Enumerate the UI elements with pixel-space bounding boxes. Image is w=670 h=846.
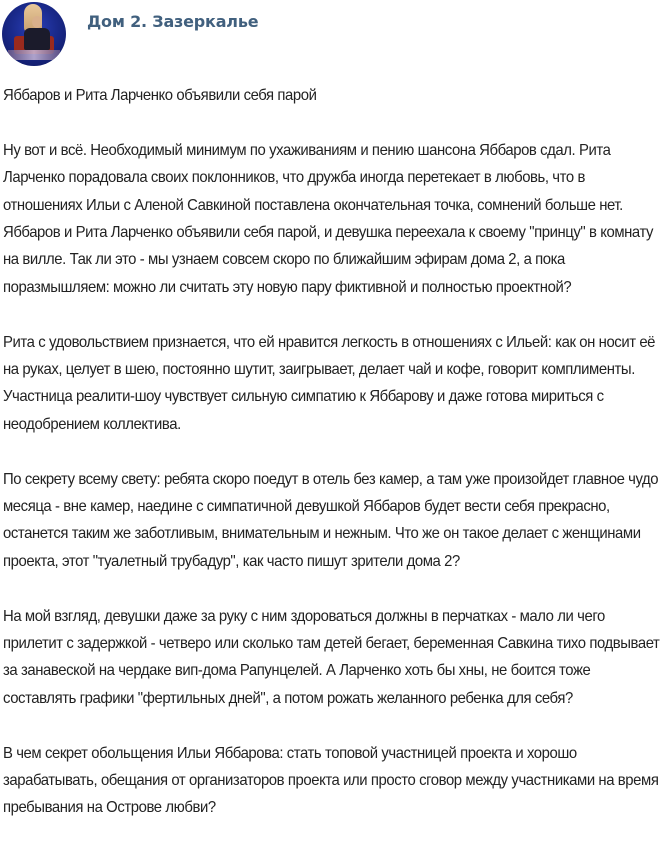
post-headline: Яббаров и Рита Ларченко объявили себя парой [3,87,317,104]
post-body [3,82,660,822]
post-paragraph: Ну вот и всё. Необходимый минимум по ухаживаниям и пению шансона Яббаров сдал. Рита Ларченко порадовала своих поклонников, что дружба иногда перетекает в любовь, что в отношениях Ильи с Аленой Савкиной поставлена окончательная точка, сомнений больше нет. Яббаров и Рита Ларченко объявили себя парой, и девушка переехала к своему "принцу" в комнату на вилле. Так ли это - мы узнаем совсем скоро по ближайшим эфирам дома 2, а пока поразмышляем: можно ли считать эту новую пару фиктивной и полностью проектной? [3,141,654,296]
post-paragraph: В чем секрет обольщения Ильи Яббарова: стать топовой участницей проекта и хорошо зарабатывать, обещания от организаторов проекта или просто сговор между участниками на время пребывания на Острове любви? [3,744,659,817]
post-paragraph: По секрету всему свету: ребята скоро поедут в отель без камер, а там уже произойдет главное чудо месяца - вне камер, наедине с симпатичной девушкой Яббаров будет вести себя прекрасно, останется таким же заботливым, внимательным и нежным. Что же он такое делает с женщинами проекта, этот "туалетный трубадур", как часто пишут зрители дома 2? [3,470,659,570]
post-paragraph: Рита с удовольствием признается, что ей нравится легкость в отношениях с Ильей: как он носит её на руках, целует в шею, постоянно шутит, заигрывает, делает чай и кофе, говорит комплименты. Участница реалити-шоу чувствует сильную симпатию к Яббарову и даже готова мириться с неодобрением коллектива. [3,333,656,433]
post-paragraph: На мой взгляд, девушки даже за руку с ним здороваться должны в перчатках - мало ли чего прилетит с задержкой - четверо или сколько там детей бегает, беременная Савкина тихо подвывает за занавеской на чердаке вип-дома Рапунцелей. А Ларченко хоть бы хны, не боится тоже составлять графики "фертильных дней", а потом рожать желанного ребенка для себя? [3,607,660,707]
avatar-caption [8,50,60,60]
post-header [0,0,670,70]
avatar-figure-man-body [24,28,50,50]
channel-name-link[interactable]: Дом 2. Зазеркалье [87,12,259,31]
channel-avatar[interactable] [2,2,66,66]
avatar-figure-man-head [32,16,42,28]
